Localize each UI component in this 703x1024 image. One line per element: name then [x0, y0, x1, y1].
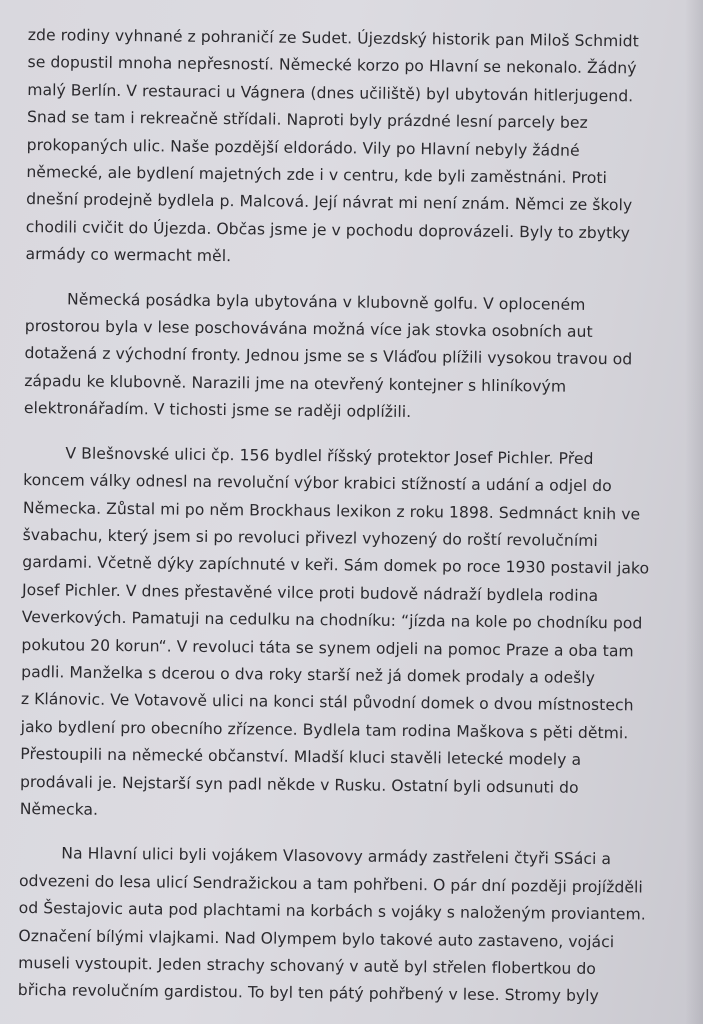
paragraph-2: [24, 286, 675, 430]
text-line: koncem války odnesl na revoluční výbor krabici stížností a udání a odjel do: [23, 471, 612, 496]
text-line: z Klánovic. Ve Votavově ulici na konci stál původní domek o dvou místnostech: [20, 690, 634, 715]
text-line: dnešní prodejně bydlela p. Malcová. Její návrat mi není znám. Němci ze školy: [26, 190, 633, 215]
text-line: malý Berlín. V restauraci u Vágnera (dnes učiliště) byl ubytován hitlerjugend.: [27, 80, 634, 106]
text-line: Snad se tam i rekreačně střídali. Naproti byly prázdné lesní parcely bez: [26, 108, 588, 133]
text-line: Přestoupili na německé občanství. Mladší kluci stavěli letecké modely a: [20, 745, 582, 769]
text-line: se dopustil mnoha nepřesností. Německé korzo po Hlavní se nekonalo. Žádný: [27, 53, 637, 78]
text-line: museli vystoupit. Jeden strachy schovaný v autě byl střelen flobertkou do: [18, 953, 597, 978]
paragraph-1: [25, 22, 678, 275]
document-page: [18, 22, 678, 1012]
text-line: německé, ale bydlení majetných zde i v centru, kde byli zaměstnáni. Proti: [26, 163, 608, 188]
text-line: Německa.: [19, 799, 99, 819]
paragraph-4: [18, 840, 670, 1011]
text-line: prokopaných ulic. Naše pozdější eldorádo. Vily po Hlavní nebyly žádné: [26, 135, 580, 160]
text-line: západu ke klubovně. Narazili jme na otevřený kontejner s hliníkovým: [24, 371, 567, 396]
text-line: Veverkových. Pamatuji na cedulku na chodníku: “jízda na kole po chodníku pod: [21, 608, 643, 633]
text-line: prostorou byla v lese poschovávána možná více jak stovka osobních aut: [24, 317, 593, 341]
text-line: Označení bílými vlajkami. Nad Olympem bylo takové auto zastaveno, vojáci: [18, 926, 615, 951]
text-line: jako bydlení pro obecního zřízence. Bydlela tam rodina Maškova s pěti dětmi.: [20, 717, 629, 743]
text-line: padli. Manželka s dcerou o dva roky starší než já domek prodaly a odešly: [21, 662, 596, 687]
text-line: břicha revolučním gardistou. To byl ten pátý pohřbený v lese. Stromy byly: [17, 981, 599, 1006]
text-line: Německá posádka byla ubytována v klubovně golfu. V oploceném: [67, 290, 586, 314]
text-line: Josef Pichler. V dnes přestavěné vilce proti budově nádraží bydlela rodina: [21, 580, 599, 605]
page-shadow-edge: [685, 0, 703, 1024]
text-line: zde rodiny vyhnané z pohraničí ze Sudet. Újezdský historik pan Miloš Schmidt: [27, 25, 639, 51]
text-line: prodávali je. Nejstarší syn padl někde v Rusku. Ostatní byli odsunuti do: [19, 772, 579, 797]
text-line: švabachu, který jsem si po revoluci přivezl vyhozený do roští revolučními: [22, 525, 598, 550]
text-line: Německa. Zůstal mi po něm Brockhaus lexikon z roku 1898. Sedmnáct knih ve: [22, 498, 641, 523]
text-line: dotažená z východní fronty. Jednou jsme se s Vláďou plížili vysokou travou od: [24, 344, 633, 369]
text-line: armády co wermacht měl.: [25, 245, 232, 266]
text-line: V Blešnovské ulici čp. 156 bydlel říšský protektor Josef Pichler. Před: [65, 444, 594, 468]
text-line: odvezeni do lesa ulicí Sendražickou a tam pohřbeni. O pár dní později projížděli: [18, 871, 643, 897]
text-line: elektronářadím. V tichosti jsme se raději odplížili.: [23, 399, 412, 422]
text-line: pokutou 20 korun“. V revoluci táta se synem odjeli na pomoc Praze a oba tam: [21, 635, 634, 660]
text-line: Na Hlavní ulici byli vojákem Vlasovovy armády zastřeleni čtyři SSáci a: [61, 844, 612, 869]
text-line: chodili cvičit do Újezda. Občas jsme je v pochodu doprovázeli. Byly to zbytky: [25, 217, 631, 243]
text-line: gardami. Včetně dýky zapíchnuté v keři. Sám domek po roce 1930 postavil jako: [22, 553, 650, 578]
text-line: od Šestajovic auta pod plachtami na korbách s vojáky s naloženým proviantem.: [18, 899, 646, 924]
paragraph-3: [20, 440, 674, 830]
